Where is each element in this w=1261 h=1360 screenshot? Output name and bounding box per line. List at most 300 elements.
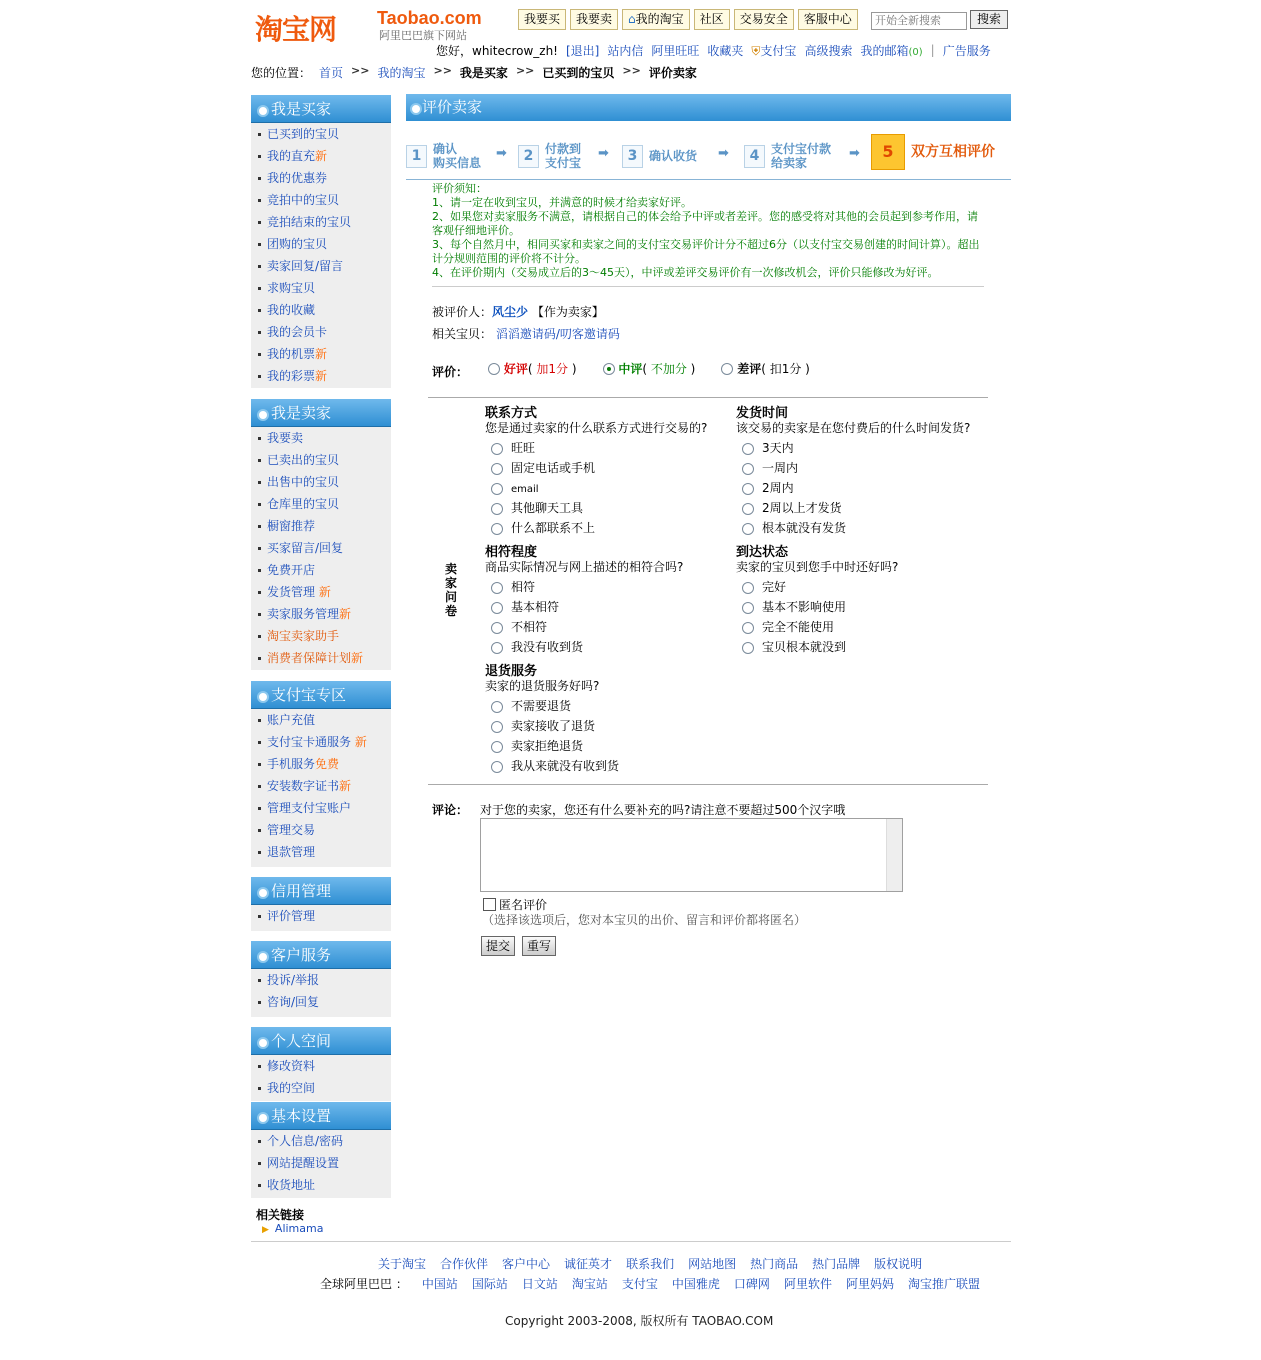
sidebar-item[interactable] — [251, 603, 391, 625]
rating-neutral-note: 不加分 — [650, 361, 687, 376]
option[interactable] — [736, 577, 898, 597]
sidebar-link[interactable]: 我的会员卡 — [267, 325, 328, 339]
sidebar-item[interactable] — [251, 797, 391, 819]
sidebar-seller — [251, 427, 391, 670]
new-badge: 新 — [315, 369, 328, 383]
notice-item: 1、请一定在收到宝贝，并满意的时候才给卖家好评。 — [432, 196, 692, 209]
rating-bad-radio[interactable] — [721, 363, 733, 375]
crumb-separator: >> — [351, 64, 370, 77]
crumb-separator: >> — [622, 64, 641, 77]
greeting: 您好，whitecrow_zh! — [436, 43, 558, 58]
step-3 — [622, 138, 697, 174]
alipay-link[interactable] — [751, 42, 796, 59]
radio-button[interactable] — [491, 622, 503, 634]
search-button[interactable]: 搜索 — [970, 10, 1008, 29]
footer-link[interactable]: 关于淘宝 — [378, 1257, 427, 1271]
wangwang-link[interactable]: 阿里旺旺 — [651, 43, 700, 58]
sidebar-item[interactable] — [251, 343, 391, 365]
option-label: 基本相符 — [511, 600, 560, 614]
question-contact — [485, 406, 707, 538]
sidebar-item[interactable] — [251, 1130, 391, 1152]
sidebar-head-credit[interactable]: 信用管理 — [251, 877, 391, 905]
notice-item: 2、如果您对卖家服务不满意，请根据自己的体会给予中评或者差评。您的感受将对其他的会员起到参考作用，请客观仔细地评价。 — [432, 210, 978, 237]
step-number: 1 — [406, 145, 427, 168]
new-badge: 新 — [318, 585, 331, 599]
arrow-right-icon: ➡ — [718, 146, 729, 161]
question-title: 到达状态 — [736, 545, 789, 560]
option[interactable] — [736, 498, 970, 518]
comment-hint: 对于您的卖家，您还有什么要补充的吗?请注意不要超过500个汉字哦 — [480, 803, 846, 817]
item-label: 相关宝贝： — [432, 327, 493, 341]
step-label: 付款到 支付宝 — [545, 142, 582, 170]
crumb-separator: >> — [515, 64, 535, 77]
rating-label: 评价： — [432, 364, 469, 379]
option[interactable] — [485, 716, 619, 736]
sidebar-link[interactable]: 网站提醒设置 — [267, 1156, 340, 1170]
footer-link[interactable]: 阿里软件 — [783, 1277, 832, 1291]
sidebar-link[interactable]: 卖家服务管理 — [267, 607, 340, 621]
new-badge: 新 — [354, 735, 367, 749]
alipay-link-label: 支付宝 — [760, 43, 797, 58]
option[interactable] — [736, 458, 970, 478]
option-label: 不需要退货 — [511, 699, 572, 713]
sidebar-link[interactable]: 淘宝卖家助手 — [267, 629, 340, 643]
sidebar-link[interactable]: 买家留言/回复 — [267, 541, 344, 555]
sidebar-item[interactable] — [251, 449, 391, 471]
radio-button[interactable] — [491, 721, 503, 733]
target-row — [432, 303, 604, 320]
sidebar-item[interactable] — [251, 233, 391, 255]
crumb-home[interactable]: 首页 — [319, 66, 344, 80]
rating-good-label: 好评 — [503, 361, 528, 376]
footer-link[interactable]: 淘宝站 — [571, 1277, 608, 1291]
sidebar-item[interactable] — [251, 709, 391, 731]
sidebar-link[interactable]: 我要卖 — [267, 431, 304, 445]
question-arrival — [736, 545, 898, 657]
option-label: 完全不能使用 — [762, 620, 835, 634]
rating-neutral-radio[interactable] — [603, 363, 615, 375]
rating-good-radio[interactable] — [488, 363, 500, 375]
mailbox-link[interactable] — [860, 42, 922, 59]
sidebar-item[interactable] — [251, 167, 391, 189]
footer-links — [378, 1255, 922, 1272]
sidebar-item[interactable] — [251, 123, 391, 145]
sidebar-space — [251, 1055, 391, 1101]
option-label: 根本就没有发货 — [762, 521, 847, 535]
free-badge: 免费 — [315, 757, 340, 771]
favorites-link[interactable]: 收藏夹 — [707, 43, 744, 58]
sidebar-item[interactable] — [251, 211, 391, 233]
sidebar-link[interactable]: 咨询/回复 — [267, 995, 320, 1009]
sidebar-link[interactable]: 仓库里的宝贝 — [267, 497, 340, 511]
sidebar-link[interactable]: 团购的宝贝 — [267, 237, 328, 251]
option[interactable] — [485, 637, 683, 657]
advanced-search-link[interactable]: 高级搜索 — [804, 43, 853, 58]
alimama-link[interactable]: Alimama — [274, 1222, 324, 1235]
notice-item: 3、每个自然月中，相同买家和卖家之间的支付宝交易评价计分不超过6分（以支付宝交易创建的时间计算）。超出计分规则范围的评价将不计分。 — [432, 238, 980, 265]
radio-button[interactable] — [742, 483, 754, 495]
copyright: Copyright 2003-2008, 版权所有 TAOBAO.COM — [505, 1314, 774, 1328]
radio-button[interactable] — [742, 523, 754, 535]
option-label: 我从来就没有收到货 — [511, 759, 620, 773]
sidebar-link[interactable]: 我的空间 — [267, 1081, 316, 1095]
radio-button[interactable] — [742, 503, 754, 515]
sidebar-link[interactable]: 发货管理 — [267, 585, 316, 599]
sidebar-link[interactable]: 已买到的宝贝 — [267, 127, 340, 141]
option-label: 相符 — [511, 580, 536, 594]
footer-link[interactable]: 淘宝推广联盟 — [907, 1277, 980, 1291]
user-bar — [436, 42, 991, 58]
option[interactable] — [485, 498, 707, 518]
search-input[interactable] — [871, 12, 967, 30]
nav-security[interactable]: 交易安全 — [734, 9, 794, 30]
sidebar-item[interactable] — [251, 841, 391, 863]
option[interactable] — [485, 518, 707, 538]
crumb-buyer: 我是买家 — [459, 66, 508, 80]
progress-steps — [406, 132, 1011, 180]
logo-cn: 淘宝网 — [255, 13, 337, 46]
sidebar-link[interactable]: 我的机票 — [267, 347, 316, 361]
step-number: 2 — [518, 145, 539, 168]
option[interactable] — [736, 597, 898, 617]
sidebar-item[interactable] — [251, 277, 391, 299]
sidebar-link[interactable]: 手机服务 — [267, 757, 316, 771]
taobao-logo[interactable] — [255, 8, 495, 46]
sidebar-item[interactable] — [251, 625, 391, 647]
sidebar-alipay — [251, 709, 391, 867]
sidebar-link[interactable]: 评价管理 — [267, 909, 316, 923]
footer-link[interactable]: 合作伙伴 — [440, 1257, 489, 1271]
option-label: 固定电话或手机 — [511, 461, 596, 475]
related-links-title: 相关链接 — [256, 1208, 305, 1222]
sidebar-item[interactable] — [251, 969, 391, 991]
rating-good-note: 加1分 — [536, 361, 568, 376]
crumb-my-taobao[interactable]: 我的淘宝 — [377, 66, 426, 80]
nav-sell[interactable]: 我要卖 — [570, 9, 618, 30]
step-5 — [871, 134, 995, 170]
rating-bad-note: 扣1分 — [769, 361, 802, 376]
option-label: 2周内 — [762, 481, 794, 495]
sidebar-link[interactable]: 支付宝卡通服务 — [267, 735, 352, 749]
sidebar-head-alipay[interactable]: 支付宝专区 — [251, 681, 391, 709]
footer-link[interactable]: 热门商品 — [750, 1257, 799, 1271]
sidebar-item[interactable] — [251, 365, 391, 387]
sidebar-item[interactable] — [251, 775, 391, 797]
home-icon: ⌂ — [628, 12, 636, 26]
sidebar-link[interactable]: 我的彩票 — [267, 369, 316, 383]
radio-button[interactable] — [742, 463, 754, 475]
sidebar-item[interactable] — [251, 299, 391, 321]
question-desc: 商品实际情况与网上描述的相符合吗? — [485, 560, 684, 574]
item-link[interactable]: 滔滔邀请码/叨客邀请码 — [495, 327, 620, 341]
step-number: 4 — [744, 145, 765, 168]
nav-buy[interactable]: 我要买 — [518, 9, 566, 30]
related-link-item[interactable] — [262, 1222, 323, 1235]
sidebar-link[interactable]: 出售中的宝贝 — [267, 475, 340, 489]
new-badge: 新 — [339, 779, 352, 793]
option-label: 其他聊天工具 — [511, 501, 584, 515]
sidebar-link[interactable]: 管理交易 — [267, 823, 316, 837]
sidebar-link[interactable]: 我的优惠券 — [267, 171, 328, 185]
sidebar-link[interactable]: 竞拍中的宝贝 — [267, 193, 340, 207]
footer-link[interactable]: 客户中心 — [502, 1257, 551, 1271]
footer-link[interactable]: 版权说明 — [874, 1257, 923, 1271]
sidebar-head-buyer[interactable]: 我是买家 — [251, 95, 391, 123]
question-desc: 卖家的退货服务好吗? — [485, 679, 600, 693]
question-title: 联系方式 — [485, 406, 538, 421]
radio-button[interactable] — [491, 582, 503, 594]
footer-link[interactable]: 支付宝 — [621, 1277, 658, 1291]
sidebar-item[interactable] — [251, 1077, 391, 1099]
top-nav — [518, 9, 858, 30]
sidebar-item[interactable] — [251, 427, 391, 449]
question-title: 发货时间 — [736, 406, 789, 421]
divider: | — [930, 43, 935, 57]
comment-scrollbar[interactable] — [886, 819, 902, 891]
sidebar-link[interactable]: 求购宝贝 — [267, 281, 316, 295]
footer-link[interactable]: 口碑网 — [733, 1277, 770, 1291]
new-badge: 新 — [315, 347, 328, 361]
option-label: 卖家拒绝退货 — [511, 739, 584, 753]
reset-button[interactable]: 重写 — [522, 936, 556, 956]
footer-link[interactable]: 日文站 — [521, 1277, 558, 1291]
sidebar-link[interactable]: 橱窗推荐 — [267, 519, 316, 533]
sidebar-link[interactable]: 卖家回复/留言 — [267, 259, 344, 273]
option[interactable] — [485, 577, 683, 597]
target-name[interactable]: 风尘少 — [492, 305, 529, 319]
step-2 — [518, 138, 581, 174]
option[interactable] — [736, 438, 970, 458]
footer-link[interactable]: 中国雅虎 — [671, 1277, 720, 1291]
sidebar-link[interactable]: 免费开店 — [267, 563, 316, 577]
breadcrumb-label: 您的位置： — [251, 66, 312, 80]
footer-global-label: 全球阿里巴巴 ： — [320, 1277, 408, 1291]
sidebar-link[interactable]: 我的直充 — [267, 149, 316, 163]
step-number: 5 — [871, 134, 905, 170]
new-badge: 新 — [339, 607, 352, 621]
option-label: 3天内 — [762, 441, 794, 455]
logo-en: Taobao.com — [377, 8, 482, 28]
sidebar-item[interactable] — [251, 731, 391, 753]
option-label: 完好 — [762, 580, 787, 594]
option[interactable] — [485, 696, 619, 716]
crumb-separator: >> — [433, 64, 452, 77]
radio-button[interactable] — [491, 443, 503, 455]
question-match — [485, 545, 683, 657]
crumb-bought: 已买到的宝贝 — [542, 66, 615, 80]
inbox-link[interactable]: 站内信 — [607, 43, 644, 58]
anonymous-label: 匿名评价 — [499, 898, 548, 912]
question-return — [485, 664, 619, 776]
option-label: 旺旺 — [511, 441, 536, 455]
sidebar-item[interactable] — [251, 321, 391, 343]
sidebar-link[interactable]: 管理支付宝账户 — [267, 801, 352, 815]
sidebar-item[interactable] — [251, 753, 391, 775]
nav-my-taobao-label: 我的淘宝 — [635, 12, 684, 26]
rating-bad[interactable]: 差评( 扣1分 ) — [721, 360, 809, 377]
review-notice — [432, 182, 984, 287]
option-label: 基本不影响使用 — [762, 600, 847, 614]
footer-link[interactable]: 中国站 — [421, 1277, 458, 1291]
question-desc: 该交易的卖家是在您付费后的什么时间发货? — [736, 421, 971, 435]
logout-link[interactable]: [退出] — [565, 43, 600, 58]
target-label: 被评价人： — [432, 305, 493, 319]
footer-link[interactable]: 网站地图 — [688, 1257, 737, 1271]
sidebar-item[interactable] — [251, 255, 391, 277]
mail-count: (0) — [908, 46, 923, 58]
sidebar-item[interactable] — [251, 1152, 391, 1174]
radio-button[interactable] — [491, 761, 503, 773]
sidebar-link[interactable]: 我的收藏 — [267, 303, 316, 317]
sidebar-link[interactable]: 个人信息/密码 — [267, 1134, 344, 1148]
question-title: 相符程度 — [485, 545, 538, 560]
sidebar-link[interactable]: 退款管理 — [267, 845, 316, 859]
radio-button[interactable] — [491, 463, 503, 475]
radio-button[interactable] — [742, 622, 754, 634]
sidebar-item[interactable] — [251, 581, 391, 603]
sidebar-credit — [251, 905, 391, 931]
radio-button[interactable] — [491, 741, 503, 753]
step-number: 3 — [622, 145, 643, 168]
step-4 — [744, 138, 831, 174]
page-title: 评价卖家 — [406, 94, 1011, 121]
option[interactable] — [485, 438, 707, 458]
option-label: 我没有收到货 — [511, 640, 584, 654]
radio-button[interactable] — [491, 483, 503, 495]
survey-label: 卖家问卷 — [444, 562, 457, 618]
anonymous-checkbox[interactable] — [483, 898, 496, 911]
seller-survey — [428, 397, 988, 785]
step-label: 双方互相评价 — [911, 144, 995, 160]
sidebar-item[interactable] — [251, 145, 391, 167]
radio-button[interactable] — [491, 503, 503, 515]
target-role: 【作为卖家】 — [531, 305, 604, 319]
new-badge: 新 — [315, 149, 328, 163]
option[interactable] — [485, 597, 683, 617]
sidebar-link[interactable]: 修改资料 — [267, 1059, 316, 1073]
sidebar-item[interactable] — [251, 1174, 391, 1196]
rating-bad-label: 差评 — [737, 361, 762, 376]
option-label: 一周内 — [762, 461, 799, 475]
sidebar-item[interactable] — [251, 537, 391, 559]
rating-neutral[interactable]: 中评( 不加分 ) — [603, 360, 696, 377]
option[interactable] — [485, 478, 707, 498]
comment-textarea[interactable] — [480, 818, 903, 892]
radio-button[interactable] — [742, 443, 754, 455]
sidebar-item[interactable] — [251, 647, 391, 669]
sidebar-link[interactable]: 竞拍结束的宝贝 — [267, 215, 352, 229]
sidebar-item[interactable] — [251, 189, 391, 211]
arrow-right-icon: ➡ — [598, 146, 609, 161]
notice-item: 4、在评价期内（交易成立后的3～45天），中评或差评交易评价有一次修改机会，评价只能修改为好评。 — [432, 266, 939, 279]
ad-service-link[interactable]: 广告服务 — [942, 43, 991, 58]
question-shipping — [736, 406, 970, 538]
sidebar-link[interactable]: 已卖出的宝贝 — [267, 453, 340, 467]
breadcrumb — [251, 64, 697, 81]
new-badge: 新 — [351, 651, 364, 665]
sidebar-item[interactable] — [251, 559, 391, 581]
footer-link[interactable]: 诚征英才 — [564, 1257, 613, 1271]
sidebar-link[interactable]: 投诉/举报 — [267, 973, 320, 987]
sidebar-link[interactable]: 收货地址 — [267, 1178, 316, 1192]
sidebar-item[interactable] — [251, 819, 391, 841]
step-label: 确认 购买信息 — [433, 142, 482, 170]
option[interactable] — [736, 518, 970, 538]
comment-label: 评论： — [432, 803, 469, 817]
sidebar-link[interactable]: 消费者保障计划 — [267, 651, 352, 665]
step-label: 确认收货 — [649, 149, 698, 163]
radio-button[interactable] — [742, 582, 754, 594]
sidebar-settings — [251, 1130, 391, 1198]
option-label: 不相符 — [511, 620, 548, 634]
option[interactable] — [485, 736, 619, 756]
sidebar-item[interactable] — [251, 471, 391, 493]
rating-neutral-label: 中评 — [618, 361, 643, 376]
option[interactable] — [736, 637, 898, 657]
sidebar-link[interactable]: 安装数字证书 — [267, 779, 340, 793]
option[interactable] — [485, 458, 707, 478]
sidebar-item[interactable] — [251, 991, 391, 1013]
radio-button[interactable] — [742, 642, 754, 654]
sidebar-head-space[interactable]: 个人空间 — [251, 1027, 391, 1055]
option[interactable] — [485, 756, 619, 776]
shield-icon: ⛨ — [751, 43, 761, 58]
option-label: 宝贝根本就没到 — [762, 640, 847, 654]
footer-divider — [251, 1241, 1011, 1242]
mailbox-link-label: 我的邮箱 — [860, 43, 909, 58]
sidebar-item[interactable] — [251, 515, 391, 537]
sidebar-item[interactable] — [251, 1055, 391, 1077]
sidebar-service — [251, 969, 391, 1017]
option[interactable] — [736, 617, 898, 637]
nav-my-taobao[interactable] — [622, 9, 690, 30]
sidebar-head-settings[interactable]: 基本设置 — [251, 1102, 391, 1130]
question-title: 退货服务 — [485, 664, 538, 679]
arrow-right-icon: ➡ — [496, 146, 507, 161]
sidebar-head-seller[interactable]: 我是卖家 — [251, 399, 391, 427]
sidebar-item[interactable] — [251, 905, 391, 927]
option-label: 卖家接收了退货 — [511, 719, 596, 733]
radio-button[interactable] — [491, 642, 503, 654]
question-desc: 您是通过卖家的什么联系方式进行交易的? — [485, 421, 708, 435]
item-row — [432, 325, 620, 342]
radio-button[interactable] — [742, 602, 754, 614]
rating-good[interactable]: 好评( 加1分 ) — [488, 360, 576, 377]
question-desc: 卖家的宝贝到您手中时还好吗? — [736, 560, 899, 574]
nav-community[interactable]: 社区 — [694, 9, 730, 30]
sidebar-item[interactable] — [251, 493, 391, 515]
footer-link[interactable]: 热门品牌 — [812, 1257, 861, 1271]
footer-link[interactable]: 联系我们 — [626, 1257, 675, 1271]
rating-row — [432, 356, 810, 380]
radio-button[interactable] — [491, 523, 503, 535]
radio-button[interactable] — [491, 602, 503, 614]
footer-link[interactable]: 国际站 — [471, 1277, 508, 1291]
anonymous-note: （选择该选项后，您对本宝贝的出价、留言和评价都将匿名） — [482, 913, 807, 927]
step-label: 支付宝付款 给卖家 — [771, 142, 832, 170]
nav-service[interactable]: 客服中心 — [798, 9, 858, 30]
sidebar-head-service[interactable]: 客户服务 — [251, 941, 391, 969]
sidebar-link[interactable]: 账户充值 — [267, 713, 316, 727]
radio-button[interactable] — [491, 701, 503, 713]
option[interactable] — [736, 478, 970, 498]
option[interactable] — [485, 617, 683, 637]
footer-link[interactable]: 阿里妈妈 — [845, 1277, 894, 1291]
footer-global-links — [320, 1275, 980, 1292]
notice-title: 评价须知： — [432, 182, 487, 195]
submit-button[interactable]: 提交 — [481, 936, 515, 956]
option-label: 2周以上才发货 — [762, 501, 842, 515]
